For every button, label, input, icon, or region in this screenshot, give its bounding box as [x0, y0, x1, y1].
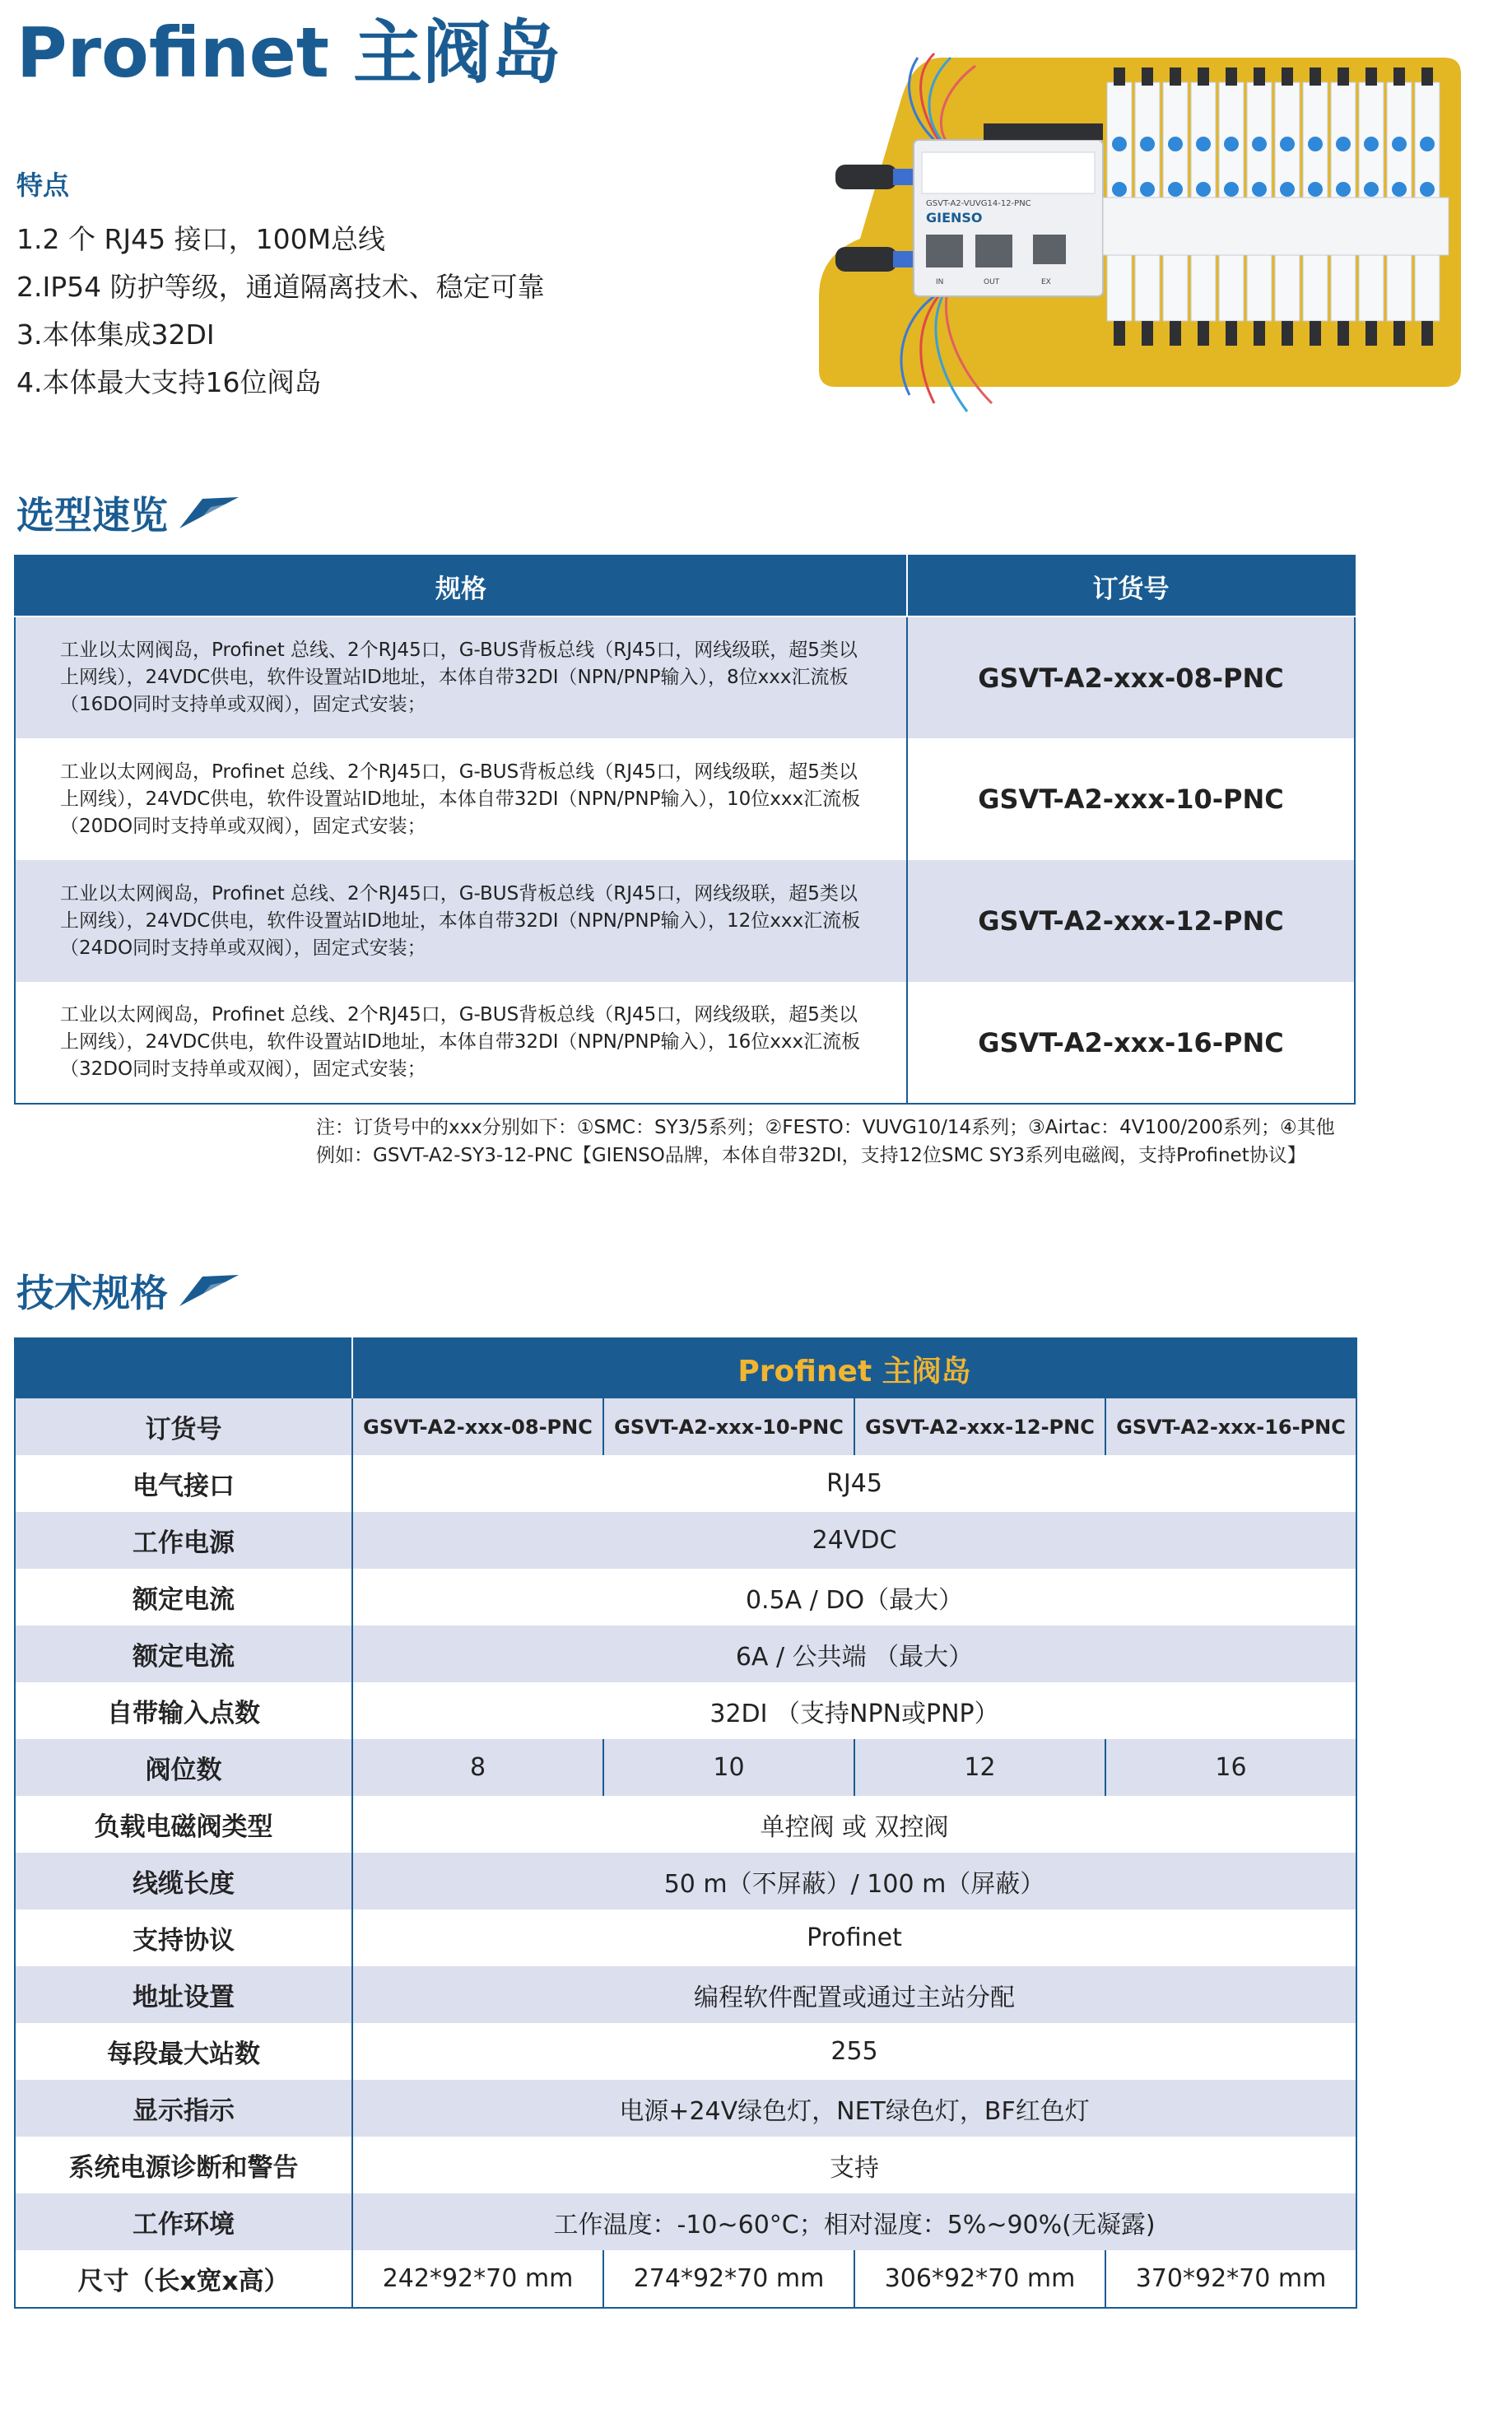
row-value: Profinet [352, 1909, 1356, 1966]
table-row [15, 2193, 1356, 2250]
fitting-icon [1308, 137, 1323, 151]
table-row [15, 1966, 1356, 2023]
row-value: 电源+24V绿色灯，NET绿色灯，BF红色灯 [352, 2080, 1356, 2137]
fitting-icon [1112, 137, 1127, 151]
port-in-label: IN [936, 278, 944, 286]
connector-icon [1365, 67, 1377, 86]
fitting-icon [1252, 182, 1267, 197]
row-label: 负载电磁阀类型 [94, 1812, 273, 1842]
spec-cell: 工业以太网阀岛，Profinet 总线、2个RJ45口，G-BUS背板总线（RJ45口，网线级联，超5类以上网线），24VDC供电，软件设置站ID地址，本体自带32DI（NPN/PNP输入），10位xxx汇流板（20DO同时支持单或双阀），固定式安装； [15, 738, 907, 860]
order-code: GSVT-A2-xxx-08-PNC [352, 1398, 603, 1455]
row-value: 支持 [352, 2137, 1356, 2193]
row-label: 自带输入点数 [107, 1699, 260, 1728]
connector-icon [1282, 321, 1293, 346]
connector-icon [1198, 321, 1209, 346]
connector-icon [1170, 67, 1181, 86]
fitting-icon [1252, 137, 1267, 151]
table-row [15, 738, 1355, 860]
feature-item: 4.本体最大支持16位阀岛 [16, 366, 322, 398]
arrow-icon [178, 1273, 240, 1308]
row-label: 尺寸（长x宽x高） [77, 2267, 290, 2296]
model-label: GSVT-A2-VUVG14-12-PNC [926, 199, 1031, 208]
connector-icon [1310, 67, 1321, 86]
order-cell: GSVT-A2-xxx-10-PNC [907, 738, 1355, 860]
row-label: 每段最大站数 [107, 2040, 260, 2069]
row-value: 工作温度：-10~60°C；相对湿度：5%~90%(无凝露) [352, 2193, 1356, 2250]
connector-icon [1393, 321, 1405, 346]
order-header: 订货号 [907, 556, 1355, 616]
table-row [15, 1512, 1356, 1569]
row-value: 32DI （支持NPN或PNP） [352, 1682, 1356, 1739]
product-header: Profinet 主阀岛 [352, 1338, 1356, 1398]
order-code: GSVT-A2-xxx-10-PNC [603, 1398, 854, 1455]
row-value: 6A / 公共端 （最大） [352, 1626, 1356, 1682]
order-code: GSVT-A2-xxx-12-PNC [854, 1398, 1105, 1455]
connector-icon [1254, 67, 1265, 86]
table-row [15, 2080, 1356, 2137]
table-row [15, 2023, 1356, 2080]
order-cell: GSVT-A2-xxx-12-PNC [907, 860, 1355, 982]
spec-header: 规格 [15, 556, 907, 616]
connector-icon [1421, 321, 1433, 346]
connector-icon [1282, 67, 1293, 86]
row-label: 额定电流 [133, 1585, 235, 1615]
row-value: 255 [352, 2023, 1356, 2080]
table-row [15, 1338, 1356, 1398]
port-out-label: OUT [984, 278, 1000, 286]
fitting-icon [1336, 182, 1351, 197]
connector-icon [1226, 321, 1237, 346]
feature-item: 2.IP54 防护等级，通道隔离技术、稳定可靠 [16, 271, 545, 303]
row-label: 支持协议 [133, 1926, 235, 1956]
row-value: 10 [603, 1739, 854, 1796]
row-value: 306*92*70 mm [854, 2250, 1105, 2308]
fitting-icon [1224, 137, 1239, 151]
fitting-icon [1364, 182, 1379, 197]
order-note [316, 1114, 1335, 1170]
fitting-icon [1112, 182, 1127, 197]
connector-icon [1226, 67, 1237, 86]
fitting-icon [1168, 182, 1183, 197]
valve-island-illustration [811, 49, 1469, 436]
connector-icon [1338, 321, 1349, 346]
table-row [15, 1796, 1356, 1853]
spec-cell: 工业以太网阀岛，Profinet 总线、2个RJ45口，G-BUS背板总线（RJ45口，网线级联，超5类以上网线），24VDC供电，软件设置站ID地址，本体自带32DI（NPN/PNP输入），16位xxx汇流板（32DO同时支持单或双阀），固定式安装； [15, 982, 907, 1104]
arrow-icon [178, 495, 240, 530]
row-value: 50 m（不屏蔽）/ 100 m（屏蔽） [352, 1853, 1356, 1909]
order-code: GSVT-A2-xxx-16-PNC [1105, 1398, 1356, 1455]
row-label: 阀位数 [15, 1739, 352, 1796]
table-row [15, 1455, 1356, 1512]
fitting-icon [1364, 137, 1379, 151]
fitting-icon [1420, 137, 1435, 151]
row-value: 24VDC [352, 1512, 1356, 1569]
table-row [15, 1909, 1356, 1966]
fitting-icon [1140, 137, 1155, 151]
table-row [15, 2137, 1356, 2193]
connector-icon [1114, 67, 1125, 86]
fitting-icon [1168, 137, 1183, 151]
selection-section-title: 选型速览 [16, 486, 240, 540]
note-line: 注：订货号中的xxx分别如下：①SMC：SY3/5系列；②FESTO：VUVG10/14系列；③Airtac：4V100/200系列；④其他 [316, 1117, 1335, 1138]
row-label: 系统电源诊断和警告 [68, 2153, 299, 2183]
order-cell: GSVT-A2-xxx-08-PNC [907, 616, 1355, 738]
note-line: 例如：GSVT-A2-SY3-12-PNC【GIENSO品牌，本体自带32DI，支持12位SMC SY3系列电磁阀，支持Profinet协议】 [316, 1145, 1306, 1166]
selection-table [14, 555, 1356, 1105]
row-value: 编程软件配置或通过主站分配 [352, 1966, 1356, 2023]
spec-cell: 工业以太网阀岛，Profinet 总线、2个RJ45口，G-BUS背板总线（RJ45口，网线级联，超5类以上网线），24VDC供电，软件设置站ID地址，本体自带32DI（NPN/PNP输入），12位xxx汇流板（24DO同时支持单或双阀），固定式安装； [15, 860, 907, 982]
spec-cell: 工业以太网阀岛，Profinet 总线、2个RJ45口，G-BUS背板总线（RJ45口，网线级联，超5类以上网线），24VDC供电，软件设置站ID地址，本体自带32DI（NPN/PNP输入），8位xxx汇流板（16DO同时支持单或双阀），固定式安装； [15, 616, 907, 738]
row-value: RJ45 [352, 1455, 1356, 1512]
connector-icon [1310, 321, 1321, 346]
fitting-icon [1392, 137, 1407, 151]
connector-icon [1365, 321, 1377, 346]
fitting-icon [1280, 182, 1295, 197]
product-image [811, 49, 1469, 436]
connector-icon [1338, 67, 1349, 86]
table-row [15, 1739, 1356, 1796]
connector-icon [1142, 67, 1153, 86]
row-label: 显示指示 [15, 2080, 352, 2137]
connector-icon [1254, 321, 1265, 346]
row-label: 线缆长度 [15, 1853, 352, 1909]
row-value: 8 [352, 1739, 603, 1796]
order-cell: GSVT-A2-xxx-16-PNC [907, 982, 1355, 1104]
fitting-icon [1308, 182, 1323, 197]
connector-icon [1421, 67, 1433, 86]
table-row [15, 2250, 1356, 2308]
table-row [15, 1853, 1356, 1909]
row-label: 工作电源 [15, 1512, 352, 1569]
feature-item: 1.2 个 RJ45 接口，100M总线 [16, 223, 386, 255]
port-ex-label: EX [1041, 278, 1051, 286]
row-value: 370*92*70 mm [1105, 2250, 1356, 2308]
table-row [15, 982, 1355, 1104]
fitting-icon [1224, 182, 1239, 197]
tech-section-title: 技术规格 [16, 1263, 240, 1318]
row-value: 12 [854, 1739, 1105, 1796]
fitting-icon [1280, 137, 1295, 151]
row-value: 0.5A / DO（最大） [352, 1569, 1356, 1626]
connector-icon [1114, 321, 1125, 346]
row-label: 地址设置 [15, 1966, 352, 2023]
fitting-icon [1196, 182, 1211, 197]
connector-icon [1393, 67, 1405, 86]
fitting-icon [1140, 182, 1155, 197]
page-title: Profinet 主阀岛 [16, 12, 561, 93]
features-heading: 特点 [16, 170, 70, 201]
fitting-icon [1420, 182, 1435, 197]
row-label: 额定电流 [15, 1626, 352, 1682]
row-label: 工作环境 [15, 2193, 352, 2250]
fitting-icon [1336, 137, 1351, 151]
fitting-icon [1392, 182, 1407, 197]
table-row [15, 1398, 1356, 1455]
tech-spec-table [14, 1337, 1357, 2309]
connector-icon [1170, 321, 1181, 346]
fitting-icon [1196, 137, 1211, 151]
row-value: 274*92*70 mm [603, 2250, 854, 2308]
table-row [15, 1682, 1356, 1739]
row-value: 单控阀 或 双控阀 [352, 1796, 1356, 1853]
table-row [15, 1569, 1356, 1626]
row-value: 16 [1105, 1739, 1356, 1796]
features-section [16, 165, 545, 407]
table-row [15, 616, 1355, 738]
feature-item: 3.本体集成32DI [16, 319, 215, 351]
table-row [15, 860, 1355, 982]
row-label: 电气接口 [133, 1472, 235, 1501]
row-value: 242*92*70 mm [352, 2250, 603, 2308]
brand-logo: GIENSO [926, 210, 983, 226]
table-row [15, 1626, 1356, 1682]
header-blank [15, 1338, 352, 1398]
connector-icon [1142, 321, 1153, 346]
connector-icon [1198, 67, 1209, 86]
row-label: 订货号 [15, 1398, 352, 1455]
